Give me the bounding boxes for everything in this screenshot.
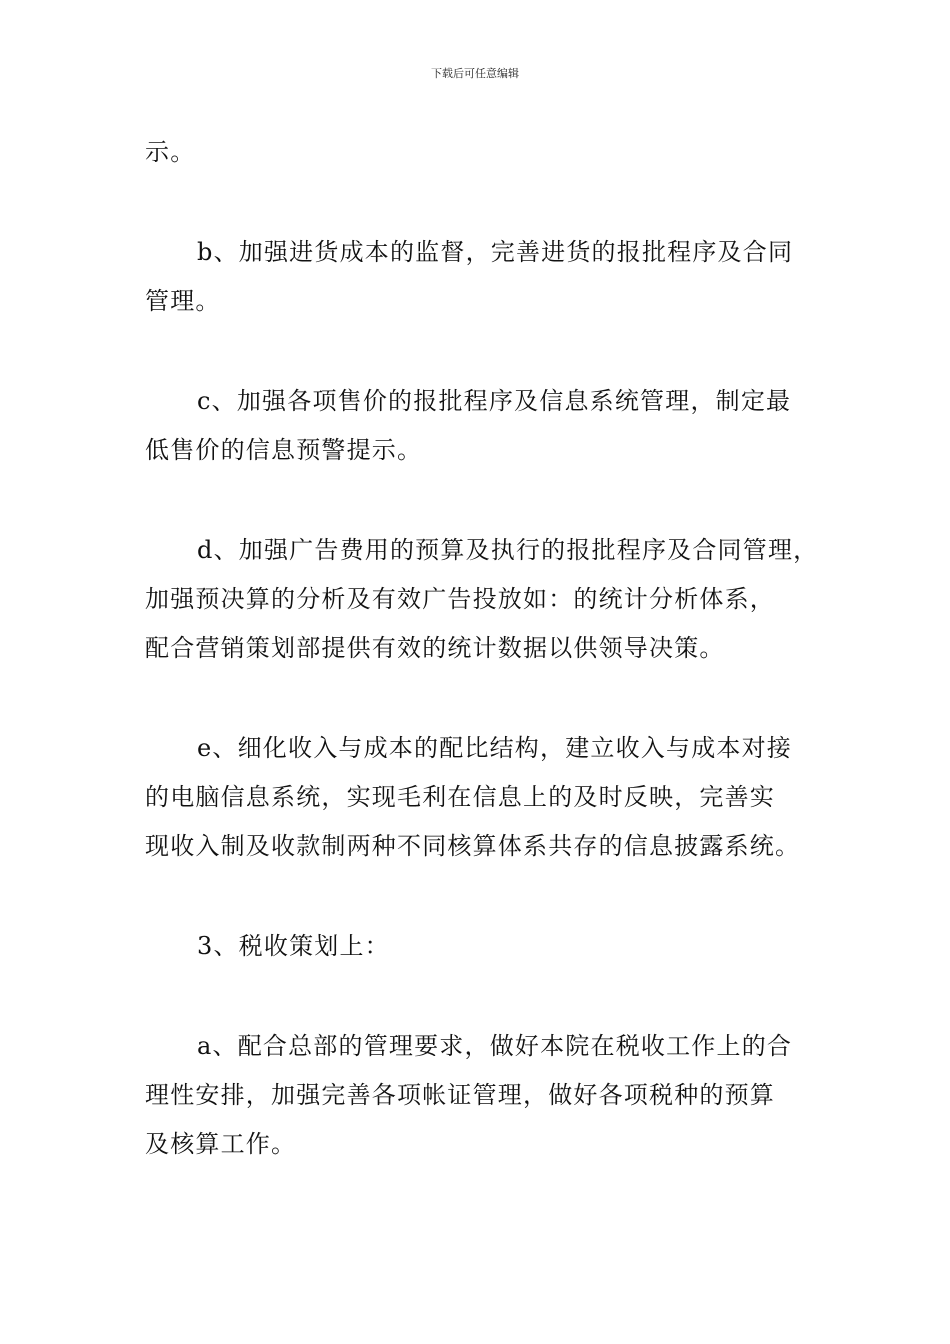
text-line: 3、税收策划上： bbox=[197, 932, 390, 960]
text-line: d、加强广告费用的预算及执行的报批程序及合同管理， bbox=[197, 536, 819, 564]
text-line: 加强预决算的分析及有效广告投放如：的统计分析体系， bbox=[145, 585, 775, 613]
text-line: 理性安排，加强完善各项帐证管理，做好各项税种的预算 bbox=[145, 1081, 775, 1109]
paragraph-c bbox=[145, 377, 805, 475]
text-line: e、细化收入与成本的配比结构，建立收入与成本对接 bbox=[197, 734, 793, 762]
text-line: 及核算工作。 bbox=[145, 1130, 297, 1158]
page-header: 下载后可任意编辑 bbox=[431, 67, 519, 80]
paragraph-b bbox=[145, 228, 805, 326]
document-body bbox=[145, 128, 819, 1220]
text-line: c、加强各项售价的报批程序及信息系统管理，制定最 bbox=[197, 387, 792, 415]
text-line: b、加强进货成本的监督，完善进货的报批程序及合同 bbox=[197, 238, 794, 266]
text-line: a、配合总部的管理要求，做好本院在税收工作上的合 bbox=[197, 1032, 793, 1060]
paragraph-d bbox=[145, 526, 819, 673]
text-line: 的电脑信息系统，实现毛利在信息上的及时反映，完善实 bbox=[145, 783, 775, 811]
paragraph-e bbox=[145, 724, 805, 871]
paragraph-1 bbox=[145, 128, 805, 177]
text-line: 示。 bbox=[145, 138, 196, 166]
paragraph-a bbox=[145, 1022, 805, 1169]
text-line: 低售价的信息预警提示。 bbox=[145, 436, 423, 464]
text-line: 现收入制及收款制两种不同核算体系共存的信息披露系统。 bbox=[145, 832, 801, 860]
text-line: 管理。 bbox=[145, 287, 221, 315]
text-line: 配合营销策划部提供有效的统计数据以供领导决策。 bbox=[145, 634, 725, 662]
section-heading-tax-planning bbox=[145, 922, 805, 971]
